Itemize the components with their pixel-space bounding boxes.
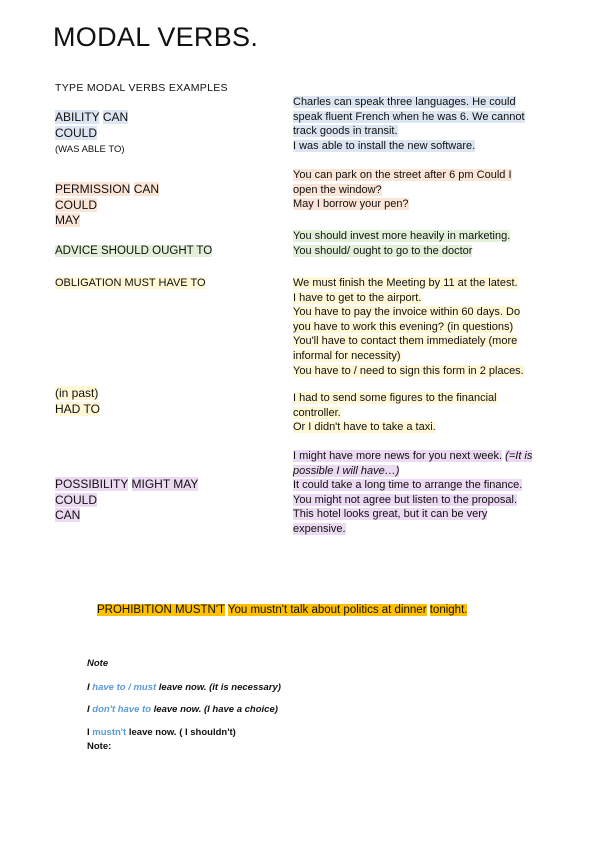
permission-verb-may: MAY <box>55 213 81 227</box>
note-line <box>87 682 281 693</box>
permission-label <box>55 182 159 229</box>
possibility-example: I might have more news for you next week. <box>293 450 503 462</box>
obligation-example: We must finish the Meeting by 11 at the latest. <box>293 277 518 289</box>
table-header: TYPE MODAL VERBS EXAMPLES <box>55 82 228 94</box>
note-footer: Note: <box>87 741 112 752</box>
possibility-verb-can: CAN <box>55 508 81 522</box>
note-line <box>87 727 236 738</box>
prohibition-label: PROHIBITION MUSTN'T <box>97 604 225 616</box>
possibility-label <box>55 477 198 524</box>
ability-verb-was-able-to: (WAS ABLE TO) <box>55 144 125 155</box>
prohibition-example: You mustn't talk about politics at dinner <box>227 604 427 616</box>
obligation-example: You'll have to contact them immediately (more informal for necessity) <box>293 335 518 362</box>
note-pronoun: I <box>87 704 93 715</box>
past-examples <box>293 391 538 435</box>
past-example: Or I didn't have to take a taxi. <box>293 421 436 434</box>
permission-verb-could: COULD <box>55 197 98 212</box>
possibility-verb-might-may: MIGHT MAY <box>131 477 199 491</box>
advice-examples <box>293 229 538 258</box>
note-line <box>87 704 278 715</box>
obligation-example: You have to pay the invoice within 60 days. Do you have to work this evening? (in questions) <box>293 306 521 333</box>
ability-examples <box>293 95 538 153</box>
ability-verb-can: CAN <box>102 110 129 124</box>
past-label-line: (in past) <box>55 386 99 400</box>
obligation-type: OBLIGATION MUST HAVE TO <box>55 277 206 289</box>
ability-example: I was able to install the new software. <box>293 139 476 152</box>
advice-label <box>55 244 212 260</box>
note-modal: have to / must <box>92 682 157 693</box>
possibility-example: You might not agree but listen to the proposal. <box>293 493 518 506</box>
past-label <box>55 386 100 417</box>
ability-example: Charles can speak three languages. He could speak fluent French when he was 6. We cannot track goods in transit. <box>293 96 525 138</box>
permission-type: PERMISSION <box>55 182 131 196</box>
prohibition-row <box>97 604 467 616</box>
note-text: leave now. ( I shouldn't) <box>126 727 236 738</box>
note-pronoun: I <box>87 682 93 693</box>
possibility-example: It could take a long time to arrange the finance. <box>293 479 523 492</box>
possibility-examples <box>293 449 538 537</box>
page-title: MODAL VERBS. <box>53 22 259 52</box>
note-modal: don't have to <box>92 704 152 715</box>
note-pronoun: I <box>87 727 93 738</box>
possibility-type: POSSIBILITY <box>55 477 129 491</box>
past-example: I had to send some figures to the financial controller. <box>293 392 497 419</box>
permission-verb-can: CAN <box>133 182 160 196</box>
permission-example: May I borrow your pen? <box>293 198 409 211</box>
note-text: leave now. (it is necessary) <box>156 682 281 693</box>
possibility-example: This hotel looks great, but it can be very expensive. <box>293 508 488 535</box>
prohibition-example-end: tonight. <box>429 604 468 616</box>
obligation-example: You have to / need to sign this form in 2 places. <box>293 364 524 377</box>
note-modal: mustn't <box>92 727 127 738</box>
ability-verb-could: COULD <box>55 125 98 140</box>
possibility-example-note: (=It is possible I will have…) <box>293 450 533 477</box>
permission-examples <box>293 168 538 212</box>
obligation-label <box>55 276 206 292</box>
obligation-example: I have to get to the airport. <box>293 291 422 304</box>
ability-label <box>55 110 128 158</box>
past-label-line: HAD TO <box>55 401 100 416</box>
advice-example: You should/ ought to go to the doctor <box>293 244 473 257</box>
possibility-verb-could: COULD <box>55 492 98 507</box>
permission-example: You can park on the street after 6 pm Could I open the window? <box>293 169 512 196</box>
note-title: Note <box>87 658 109 669</box>
note-text: leave now. (I have a choice) <box>151 704 278 715</box>
ability-type: ABILITY <box>55 110 100 124</box>
advice-example: You should invest more heavily in marketing. <box>293 230 511 242</box>
obligation-examples <box>293 276 538 378</box>
advice-type: ADVICE SHOULD OUGHT TO <box>55 245 213 257</box>
